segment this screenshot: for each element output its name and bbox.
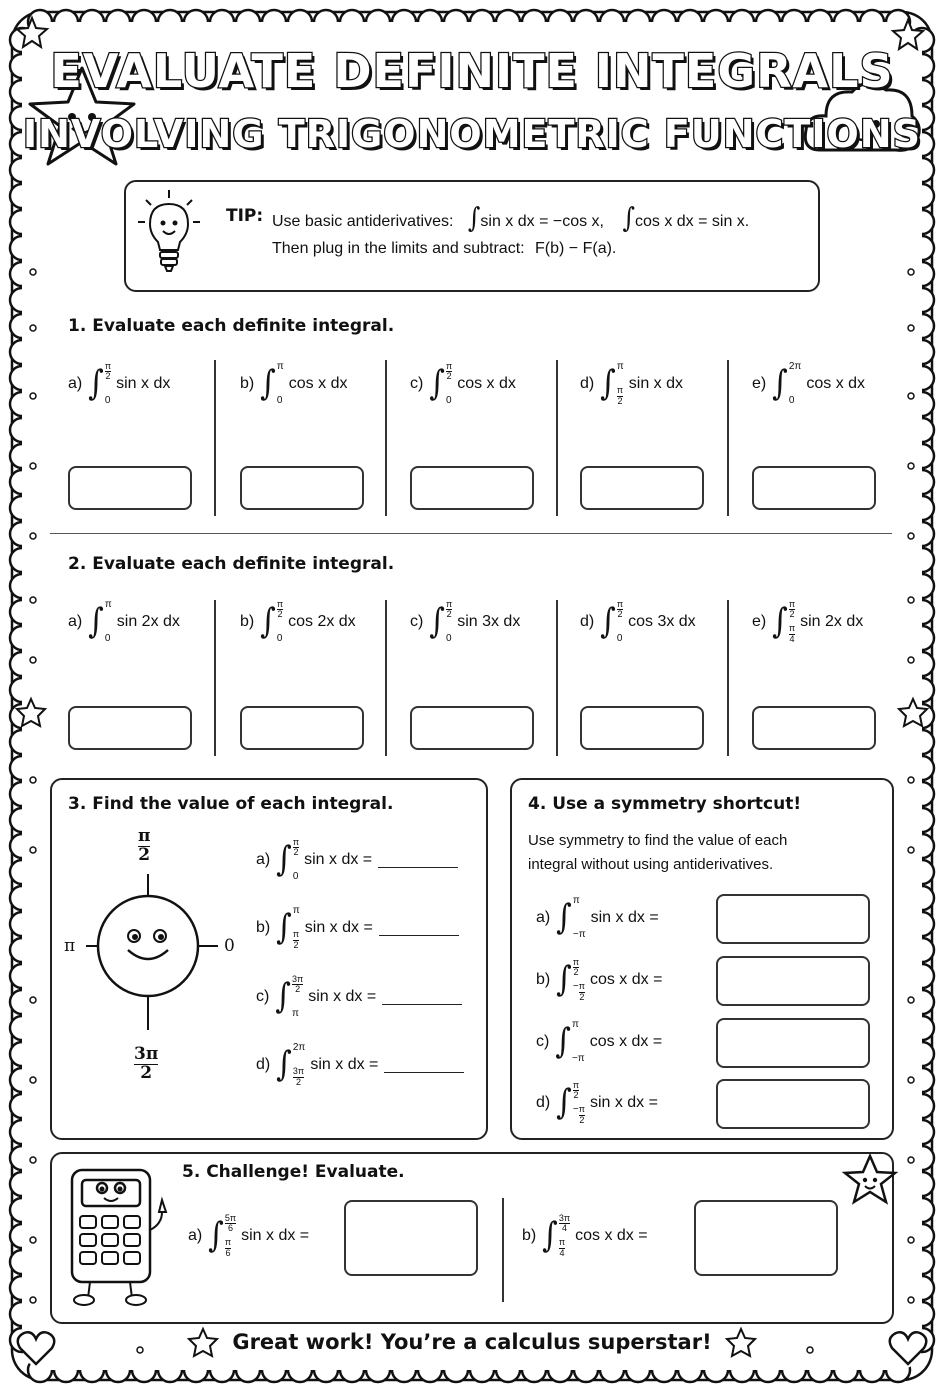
lower-limit: $\frac{\pi}{2}$ <box>292 929 300 950</box>
section4-desc-2: integral without using antiderivatives. <box>528 856 774 873</box>
lower-limit: 0 <box>104 633 111 644</box>
section1-answer-box[interactable] <box>240 466 364 510</box>
upper-limit: $\frac{\pi}{2}$ <box>788 599 796 620</box>
integrand: cos x dx = <box>575 1227 648 1244</box>
section2-answer-box[interactable] <box>68 706 192 750</box>
section2-integral <box>240 600 356 644</box>
lower-limit: $\frac{\pi}{4}$ <box>558 1237 566 1258</box>
lower-limit: −π <box>571 1053 585 1064</box>
section2-heading: 2. Evaluate each definite integral. <box>68 554 395 574</box>
item-label: b) <box>240 375 255 392</box>
lower-limit: 0 <box>292 871 299 882</box>
section5-heading: 5. Challenge! Evaluate. <box>182 1162 405 1182</box>
integral-sign-icon: ∫ <box>555 1021 571 1062</box>
integral-limits <box>789 362 801 406</box>
section1-heading: 1. Evaluate each definite integral. <box>68 316 395 336</box>
section4-answer-box[interactable] <box>716 894 870 944</box>
integrand: cos x dx = <box>589 1033 663 1050</box>
lower-limit: $\frac{\pi}{4}$ <box>788 623 796 644</box>
lightbulb-icon <box>136 188 202 276</box>
circle-label-left: π <box>64 936 76 956</box>
tip-line-2-formula: F(b) − F(a). <box>535 240 617 257</box>
section4-heading: 4. Use a symmetry shortcut! <box>528 794 802 814</box>
integrand: sin x dx = <box>310 1056 379 1073</box>
section2-integral <box>410 600 520 644</box>
integral-limits <box>617 362 624 406</box>
section2-integral <box>752 600 863 644</box>
section3-integral <box>256 975 462 1019</box>
item-label: c) <box>536 1033 550 1050</box>
answer-blank[interactable] <box>382 990 462 1005</box>
integral-sign-icon: ∫ <box>208 1215 224 1256</box>
item-label: e) <box>752 375 767 392</box>
integral-sign-icon: ∫ <box>88 601 104 642</box>
divider <box>556 600 558 756</box>
section3-integral <box>256 838 458 882</box>
integrand: cos x dx <box>806 375 866 392</box>
section1-answer-box[interactable] <box>68 466 192 510</box>
lower-limit: 0 <box>445 633 452 644</box>
upper-limit: $\frac{\pi}{2}$ <box>572 1080 580 1101</box>
upper-limit: $\frac{\pi}{2}$ <box>104 361 112 382</box>
calculator-mascot-icon <box>64 1160 176 1310</box>
integrand: sin x dx = <box>590 909 659 926</box>
section5-answer-box[interactable] <box>694 1200 838 1276</box>
unit-circle-diagram <box>82 860 218 1032</box>
upper-limit: $\frac{\pi}{2}$ <box>616 599 624 620</box>
tip-box <box>124 180 820 292</box>
item-label: c) <box>410 375 424 392</box>
integral-limits <box>617 600 623 644</box>
section1-answer-box[interactable] <box>580 466 704 510</box>
integral-limits <box>446 362 452 406</box>
circle-label-bottom: $\frac{3\pi}{2}$ <box>134 1044 159 1083</box>
section5-integral <box>522 1214 648 1258</box>
item-label: b) <box>240 613 255 630</box>
integral-limits <box>277 362 284 406</box>
integral-limits <box>277 600 283 644</box>
divider <box>727 360 729 516</box>
upper-limit: $\frac{3\pi}{2}$ <box>291 974 304 995</box>
section3-heading: 3. Find the value of each integral. <box>68 794 394 814</box>
lower-limit: 0 <box>276 633 283 644</box>
title-line-1: EVALUATE DEFINITE INTEGRALS <box>50 44 894 98</box>
integral-limits <box>789 600 795 644</box>
divider <box>556 360 558 516</box>
lower-limit: 0 <box>616 633 623 644</box>
integrand: sin x dx = <box>308 988 377 1005</box>
section1-answer-box[interactable] <box>752 466 876 510</box>
integrand: sin x dx = <box>241 1227 310 1244</box>
item-label: e) <box>752 613 767 630</box>
section4-integral <box>536 1020 662 1064</box>
integrand: sin x dx = <box>304 919 373 936</box>
integral-limits <box>573 1081 585 1125</box>
answer-blank[interactable] <box>378 853 458 868</box>
lower-limit: −π <box>572 929 586 940</box>
side-star-icon <box>14 696 48 730</box>
item-label: c) <box>256 988 270 1005</box>
lower-limit: $\frac{\pi}{6}$ <box>224 1237 232 1258</box>
circle-label-right: 0 <box>224 936 235 956</box>
upper-limit: π <box>616 361 624 372</box>
integral-limits <box>572 1020 585 1064</box>
integral-sign-icon: ∫ <box>260 363 276 404</box>
lower-limit: 0 <box>788 395 795 406</box>
integral-limits <box>292 975 303 1019</box>
integrand: cos x dx = <box>589 971 663 988</box>
section1-integral <box>240 362 347 406</box>
integral-limits <box>105 600 112 644</box>
tip-formula-2: cos x dx = sin x. <box>634 213 750 230</box>
upper-limit: π <box>572 895 580 906</box>
lower-limit: $\frac{\pi}{2}$ <box>616 385 624 406</box>
section4-answer-box[interactable] <box>716 1018 870 1068</box>
lower-limit: − $\frac{\pi}{2}$ <box>572 1104 585 1125</box>
integral-limits <box>573 958 585 1002</box>
section1-integral <box>410 362 516 406</box>
circle-label-top: $\frac{\pi}{2}$ <box>138 826 151 865</box>
section4-answer-box[interactable] <box>716 956 870 1006</box>
integral-sign-icon: ∫ <box>542 1215 558 1256</box>
upper-limit: 2π <box>292 1042 306 1053</box>
integral-limits <box>293 838 299 882</box>
upper-limit: $\frac{5\pi}{6}$ <box>224 1213 237 1234</box>
item-label: a) <box>256 851 271 868</box>
divider <box>385 360 387 516</box>
integral-limits <box>225 1214 236 1258</box>
item-label: a) <box>188 1227 203 1244</box>
integrand: sin x dx = <box>304 851 373 868</box>
section2-integral <box>68 600 180 644</box>
section4-answer-box[interactable] <box>716 1079 870 1129</box>
section2-answer-box[interactable] <box>240 706 364 750</box>
section5-integral <box>188 1214 309 1258</box>
item-label: d) <box>580 613 595 630</box>
integral-sign-icon: ∫ <box>276 839 292 880</box>
integral-sign-icon: ∫ <box>429 601 445 642</box>
integral-sign-icon: ∫ <box>276 1044 292 1085</box>
lower-limit: π <box>291 1008 299 1019</box>
integrand: sin 2x dx <box>800 613 864 630</box>
integral-sign-icon: ∫ <box>260 601 276 642</box>
section4-desc-1: Use symmetry to find the value of each <box>528 832 788 849</box>
item-label: d) <box>580 375 595 392</box>
lower-limit: − $\frac{\pi}{2}$ <box>572 981 585 1002</box>
item-label: a) <box>536 909 551 926</box>
section2-integral <box>580 600 696 644</box>
section-divider <box>50 533 892 534</box>
upper-limit: π <box>276 361 284 372</box>
integrand: sin 3x dx <box>457 613 521 630</box>
upper-limit: $\frac{\pi}{2}$ <box>292 837 300 858</box>
item-label: b) <box>522 1227 537 1244</box>
integrand: sin 2x dx <box>116 613 180 630</box>
section4-integral <box>536 896 659 940</box>
section2-answer-box[interactable] <box>580 706 704 750</box>
integral-sign-icon: ∫ <box>772 363 788 404</box>
smiling-star-icon <box>840 1152 900 1208</box>
title-line-2: INVOLVING TRIGONOMETRIC FUNCTIONS <box>23 112 921 156</box>
upper-limit: $\frac{\pi}{2}$ <box>572 957 580 978</box>
tip-line-1-text: Use basic antiderivatives: <box>272 213 454 230</box>
integral-sign-icon: ∫ <box>276 907 292 948</box>
integral-sign-icon: ∫ <box>275 976 291 1017</box>
section5-answer-box[interactable] <box>344 1200 478 1276</box>
section2-answer-box[interactable] <box>752 706 876 750</box>
item-label: a) <box>68 375 83 392</box>
integrand: sin x dx <box>116 375 171 392</box>
tip-label: TIP: <box>226 206 264 226</box>
upper-limit: π <box>292 905 300 916</box>
tip-line-2-text: Then plug in the limits and subtract: <box>272 240 525 257</box>
item-label: d) <box>256 1056 271 1073</box>
integral-sign-icon: ∫ <box>88 363 104 404</box>
section4-integral <box>536 958 662 1002</box>
integrand: sin x dx = <box>589 1094 658 1111</box>
integrand: cos x dx <box>457 375 516 392</box>
lower-limit: 0 <box>104 395 111 406</box>
upper-limit: π <box>104 599 112 610</box>
integral-limits <box>293 906 300 950</box>
divider <box>385 600 387 756</box>
divider <box>502 1198 504 1302</box>
integral-limits <box>446 600 452 644</box>
section2-answer-box[interactable] <box>410 706 534 750</box>
lower-limit: 0 <box>445 395 452 406</box>
tip-line-2 <box>272 240 616 258</box>
section1-answer-box[interactable] <box>410 466 534 510</box>
integrand: cos x dx <box>288 375 348 392</box>
integral-limits <box>105 362 111 406</box>
tip-line-1: Use basic antiderivatives: ∫sin x dx = −cos x, ∫cos x dx = sin x. <box>272 201 750 235</box>
integral-sign-icon: ∫ <box>772 601 788 642</box>
lower-limit: 0 <box>276 395 283 406</box>
footer-message: Great work! You’re a calculus superstar! <box>232 1330 712 1354</box>
integrand: sin x dx <box>628 375 684 392</box>
answer-blank[interactable] <box>379 921 459 936</box>
side-star-icon <box>896 696 930 730</box>
divider <box>214 360 216 516</box>
section3-integral <box>256 906 459 950</box>
upper-limit: 2π <box>788 361 802 372</box>
integral-limits <box>573 896 586 940</box>
integral-sign-icon: ∫ <box>556 959 572 1000</box>
answer-blank[interactable] <box>384 1058 464 1073</box>
integral-sign-icon: ∫ <box>556 897 572 938</box>
section4-integral <box>536 1081 658 1125</box>
tip-formula-1: sin x dx = −cos x, <box>480 213 604 230</box>
upper-limit: π <box>571 1019 579 1030</box>
integral-sign-icon: ∫ <box>600 601 616 642</box>
item-label: d) <box>536 1094 551 1111</box>
section1-integral <box>752 362 865 406</box>
item-label: a) <box>68 613 83 630</box>
item-label: b) <box>256 919 271 936</box>
section1-integral <box>580 362 683 406</box>
upper-limit: $\frac{\pi}{2}$ <box>445 361 453 382</box>
section3-integral <box>256 1043 464 1087</box>
divider <box>727 600 729 756</box>
item-label: c) <box>410 613 424 630</box>
upper-limit: $\frac{3\pi}{4}$ <box>558 1213 571 1234</box>
integrand: cos 2x dx <box>288 613 356 630</box>
upper-limit: $\frac{\pi}{2}$ <box>276 599 284 620</box>
divider <box>214 600 216 756</box>
integral-sign-icon: ∫ <box>429 363 445 404</box>
integral-limits <box>293 1043 305 1087</box>
item-label: b) <box>536 971 551 988</box>
section1-integral <box>68 362 170 406</box>
integral-limits <box>559 1214 570 1258</box>
integral-sign-icon: ∫ <box>600 363 616 404</box>
integrand: cos 3x dx <box>628 613 696 630</box>
upper-limit: $\frac{\pi}{2}$ <box>445 599 453 620</box>
lower-limit: $\frac{3\pi}{2}$ <box>292 1066 305 1087</box>
integral-sign-icon: ∫ <box>556 1082 572 1123</box>
